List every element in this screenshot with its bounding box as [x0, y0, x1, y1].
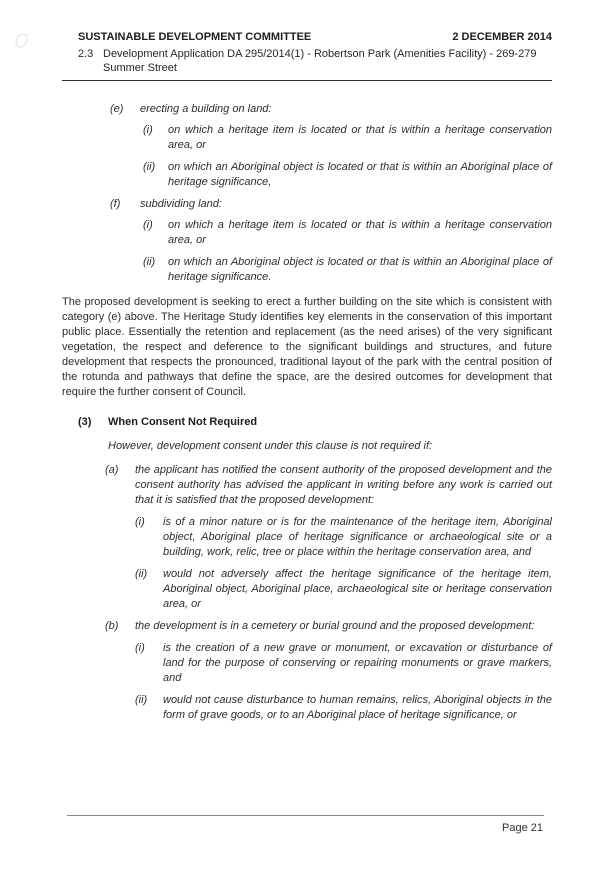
clause-e-i-label: (i) — [143, 124, 153, 136]
section-3-label: (3) — [78, 416, 92, 428]
clause-b-ii-text: would not cause disturbance to human remains, relics, Aboriginal objects in the form of grave goods, or to an Aboriginal place of heritage significance, or — [163, 694, 552, 721]
clause-a-ii — [135, 567, 552, 612]
clause-f-i-text: on which a heritage item is located or that is within a heritage conservation area, or — [168, 219, 552, 246]
committee-title: SUSTAINABLE DEVELOPMENT COMMITTEE — [78, 31, 312, 43]
clause-f — [110, 197, 552, 212]
clause-e — [110, 102, 552, 117]
page-number: Page 21 — [502, 822, 543, 834]
clause-a-i-text: is of a minor nature or is for the maintenance of the heritage item, Aboriginal object, Aboriginal place of heritage significance or archaeological site or a building, work, relic, tree or place within the heritage conservation area, and — [163, 516, 552, 558]
clause-e-ii — [143, 160, 552, 190]
clause-f-ii-label: (ii) — [143, 256, 156, 268]
clause-e-label: (e) — [110, 103, 124, 115]
clause-e-ii-label: (ii) — [143, 161, 156, 173]
clause-a-label: (a) — [105, 464, 119, 476]
agenda-item-number: 2.3 — [78, 48, 94, 60]
clause-a-i — [135, 515, 552, 560]
clause-a-i-label: (i) — [135, 516, 145, 528]
clause-b-i — [135, 641, 552, 686]
clause-a — [105, 463, 552, 508]
clause-b-ii — [135, 693, 552, 723]
footer-rule — [67, 815, 544, 816]
clause-b-label: (b) — [105, 620, 119, 632]
agenda-item-heading — [62, 47, 552, 75]
clause-f-i-label: (i) — [143, 219, 153, 231]
clause-e-i — [143, 123, 552, 153]
clause-a-text: the applicant has notified the consent authority of the proposed development and the consent authority has advised the applicant in writing before any work is carried out that it is satisfied that the proposed development: — [135, 464, 552, 506]
clause-f-label: (f) — [110, 198, 121, 210]
commentary-paragraph: The proposed development is seeking to erect a further building on the site which is consistent with category (e) above. The Heritage Study identifies key elements in the conservation of this important public place. Essentially the retention and replacement (as the need arises) of the very significant vegetation, the respect and deference to the significant buildings and structures, and future development that respects the pronounced, traditional layout of the park with the central position of the rotunda and pathways that define the space, are the desired outcomes for development that require the further consent of Council. — [62, 296, 552, 398]
clause-f-text: subdividing land: — [140, 198, 222, 210]
section-3-heading — [78, 415, 552, 430]
clause-a-ii-text: would not adversely affect the heritage significance of the heritage item, Aboriginal object, Aboriginal place, archaeological site or heritage conservation area, or — [163, 568, 552, 610]
clause-e-text: erecting a building on land: — [140, 103, 272, 115]
agenda-item-title: Development Application DA 295/2014(1) - Robertson Park (Amenities Facility) - 269-279 Summer Street — [103, 48, 537, 74]
clause-e-i-text: on which a heritage item is located or that is within a heritage conservation area, or — [168, 124, 552, 151]
clause-e-ii-text: on which an Aboriginal object is located or that is within an Aboriginal place of heritage significance, — [168, 161, 552, 188]
meeting-date: 2 DECEMBER 2014 — [452, 31, 552, 43]
section-3-intro: However, development consent under this clause is not required if: — [108, 440, 433, 452]
clause-b-i-text: is the creation of a new grave or monument, or excavation or disturbance of land for the purpose of conserving or repairing monuments or grave markers, and — [163, 642, 552, 684]
clause-a-ii-label: (ii) — [135, 568, 148, 580]
header-rule — [62, 80, 552, 81]
clause-f-ii — [143, 255, 552, 285]
clause-b-ii-label: (ii) — [135, 694, 148, 706]
clause-b — [105, 619, 552, 634]
clause-b-text: the development is in a cemetery or burial ground and the proposed development: — [135, 620, 535, 632]
scan-artifact — [14, 32, 29, 50]
clause-f-i — [143, 218, 552, 248]
section-3-title: When Consent Not Required — [108, 416, 258, 428]
page-header — [62, 31, 552, 44]
clause-b-i-label: (i) — [135, 642, 145, 654]
clause-f-ii-text: on which an Aboriginal object is located or that is within an Aboriginal place of heritage significance. — [168, 256, 552, 283]
